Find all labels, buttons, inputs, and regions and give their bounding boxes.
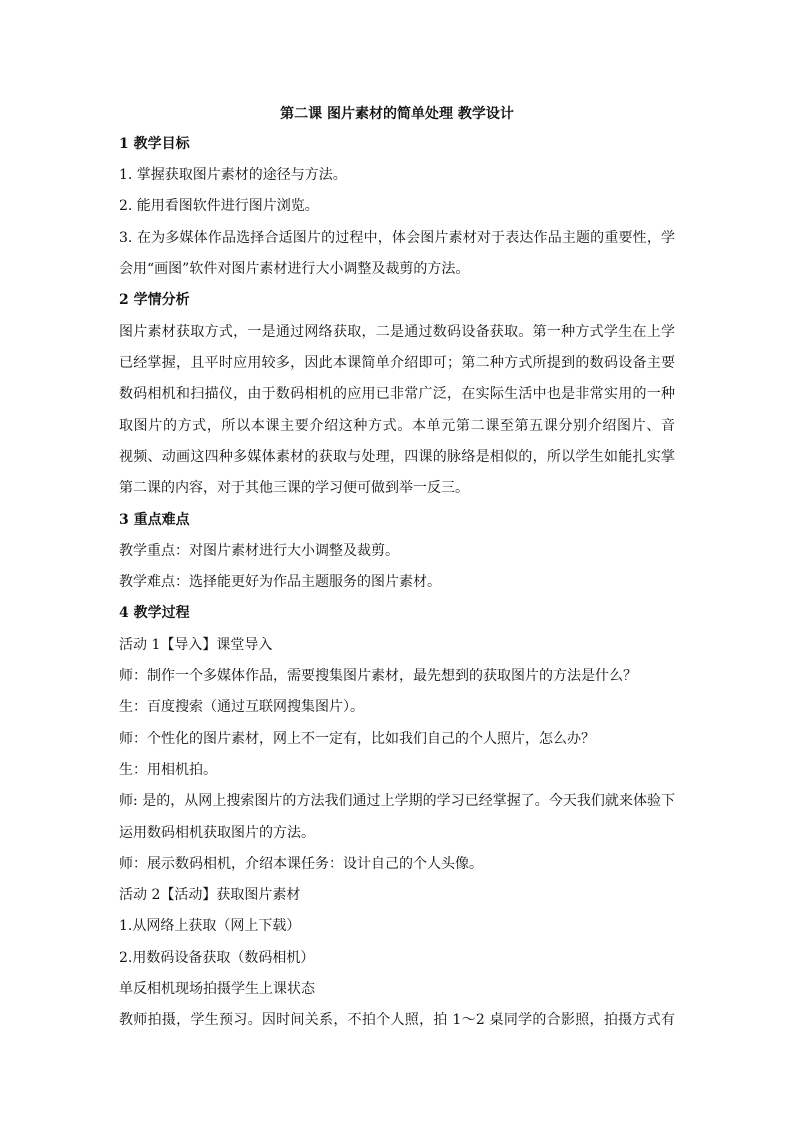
activity-2-line-3: 单反相机现场拍摄学生上课状态 xyxy=(119,981,315,997)
process-line-1: 师：制作一个多媒体作品，需要搜集图片素材，最先想到的获取图片的方法是什么？ xyxy=(119,668,637,684)
document-title: 第二课 图片素材的简单处理 教学设计 xyxy=(280,106,514,122)
objective-line-3-cont: 会用“画图”软件对图片素材进行大小调整及裁剪的方法。 xyxy=(119,261,470,277)
process-line-5: 师: 是的，从网上搜索图片的方法我们通过上学期的学习已经掌握了。今天我们就来体验下 xyxy=(119,793,675,809)
activity-2-line-4: 教师拍摄，学生预习。因时间关系，不拍个人照，拍 1～2 桌同学的合影照，拍摄方式有 xyxy=(119,1012,675,1028)
process-line-5-cont: 运用数码相机获取图片的方法。 xyxy=(119,825,315,841)
analysis-line-1: 图片素材获取方式，一是通过网络获取，二是通过数码设备获取。第一种方式学生在上学 xyxy=(119,324,675,340)
process-line-6: 师：展示数码相机，介绍本课任务：设计自己的个人头像。 xyxy=(119,856,483,872)
process-line-3: 师：个性化的图片素材，网上不一定有，比如我们自己的个人照片，怎么办？ xyxy=(119,731,595,747)
section-heading-process: 4 教学过程 xyxy=(119,605,190,621)
process-line-2: 生：百度搜索（通过互联网搜集图片）。 xyxy=(119,699,364,715)
analysis-line-2: 已经掌握，且平时应用较多，因此本课简单介绍即可；第二种方式所提到的数码设备主要 xyxy=(119,355,675,371)
analysis-line-4: 取图片的方式，所以本课主要介绍这种方式。本单元第二课至第五课分别介绍图片、音 xyxy=(119,418,675,434)
difficulty-line: 教学难点：选择能更好为作品主题服务的图片素材。 xyxy=(119,574,441,590)
objective-line-1: 1. 掌握获取图片素材的途径与方法。 xyxy=(119,167,347,183)
process-line-4: 生：用相机拍。 xyxy=(119,762,217,778)
analysis-line-5: 视频、动画这四种多媒体素材的获取与处理，四课的脉络是相似的，所以学生如能扎实掌 xyxy=(119,449,675,465)
objective-line-3: 3. 在为多媒体作品选择合适图片的过程中，体会图片素材对于表达作品主题的重要性，学 xyxy=(119,230,675,246)
objective-line-2: 2. 能用看图软件进行图片浏览。 xyxy=(119,198,319,214)
section-heading-key-points: 3 重点难点 xyxy=(119,512,190,528)
key-point-line: 教学重点：对图片素材进行大小调整及裁剪。 xyxy=(119,543,399,559)
activity-1-heading: 活动 1【导入】课堂导入 xyxy=(119,637,273,653)
analysis-line-3: 数码相机和扫描仪，由于数码相机的应用已非常广泛，在实际生活中也是非常实用的一种 xyxy=(119,386,675,402)
analysis-line-6: 第二课的内容，对于其他三课的学习便可做到举一反三。 xyxy=(119,480,469,496)
activity-2-item-2: 2.用数码设备获取（数码相机） xyxy=(119,950,315,966)
activity-2-item-1: 1.从网络上获取（网上下载） xyxy=(119,918,301,934)
section-heading-analysis: 2 学情分析 xyxy=(119,292,190,308)
activity-2-heading: 活动 2【活动】获取图片素材 xyxy=(119,887,301,903)
section-heading-objectives: 1 教学目标 xyxy=(119,136,190,152)
